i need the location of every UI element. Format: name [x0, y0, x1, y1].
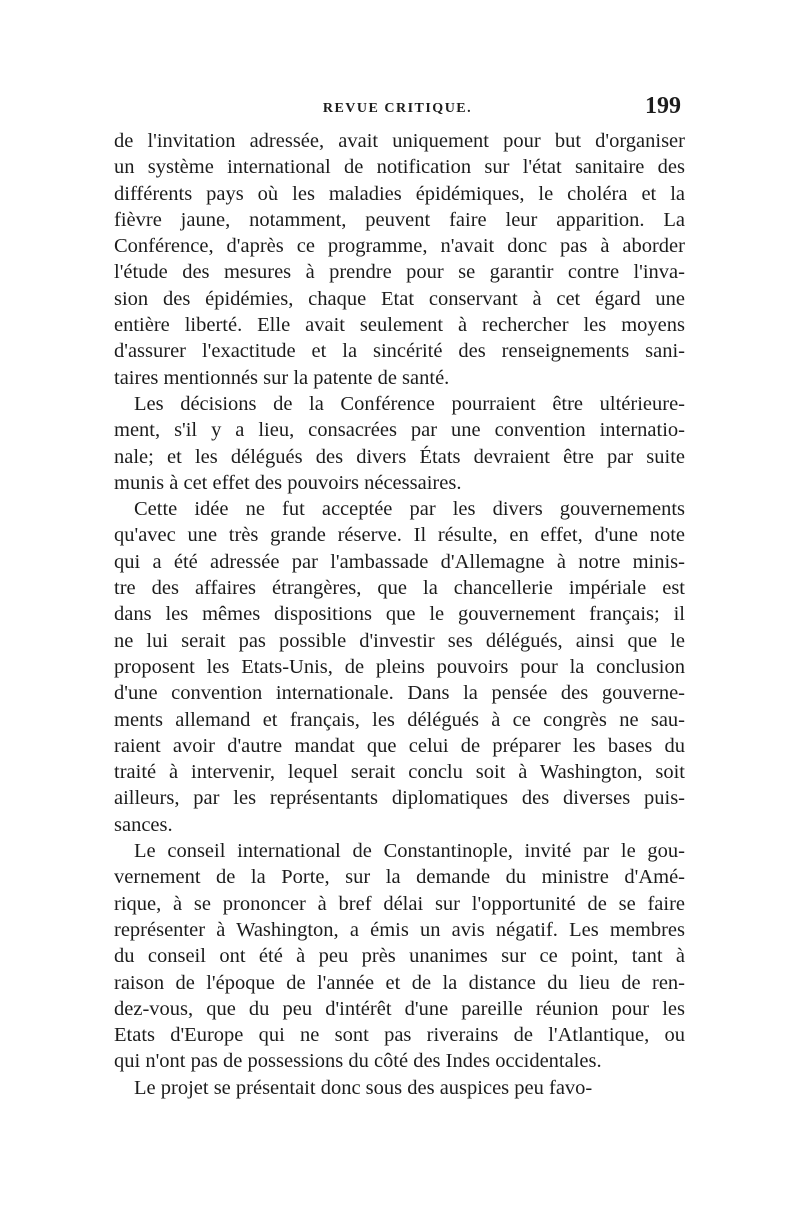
text-line: qui a été adressée par l'ambassade d'Allemagne à notre minis- [114, 550, 685, 573]
text-line: d'assurer l'exactitude et la sincérité des renseignements sani- [114, 340, 685, 363]
text-line: qui n'ont pas de possessions du côté des Indes occidentales. [114, 1050, 602, 1073]
text-line: dans les mêmes dispositions que le gouvernement français; il [114, 603, 685, 626]
text-line: tre des affaires étrangères, que la chancellerie impériale est [114, 577, 685, 600]
paragraph [114, 1075, 685, 1101]
text-line: sances. [114, 813, 173, 836]
text-line: ment, s'il y a lieu, consacrées par une convention internatio- [114, 419, 685, 442]
text-line: qu'avec une très grande réserve. Il résulte, en effet, d'une note [114, 524, 685, 547]
text-line: vernement de la Porte, sur la demande du ministre d'Amé- [114, 866, 685, 889]
paragraph [114, 391, 685, 496]
text-line: un système international de notification sur l'état sanitaire des [114, 156, 685, 179]
text-line: traité à intervenir, lequel serait conclu soit à Washington, soit [114, 761, 685, 784]
text-line: raient avoir d'autre mandat que celui de préparer les bases du [114, 734, 685, 757]
text-line: ne lui serait pas possible d'investir ses délégués, ainsi que le [114, 629, 685, 652]
text-line: rique, à se prononcer à bref délai sur l'opportunité de se faire [114, 892, 685, 915]
text-line: Le projet se présentait donc sous des auspices peu favo- [134, 1076, 593, 1099]
text-line: Cette idée ne fut acceptée par les divers gouvernements [134, 498, 685, 521]
text-line: différents pays où les maladies épidémiques, le choléra et la [114, 182, 685, 205]
text-line: dez-vous, que du peu d'intérêt d'une pareille réunion pour les [114, 997, 685, 1020]
text-line: Etats d'Europe qui ne sont pas riverains de l'Atlantique, ou [114, 1024, 685, 1047]
text-line: Le conseil international de Constantinople, invité par le gou- [134, 840, 685, 863]
text-line: proposent les Etats-Unis, de pleins pouvoirs pour la conclusion [114, 655, 685, 678]
text-line: nale; et les délégués des divers États devraient être par suite [114, 445, 685, 468]
text-line: sion des épidémies, chaque Etat conservant à cet égard une [114, 287, 685, 310]
text-line: l'étude des mesures à prendre pour se garantir contre l'inva- [114, 261, 685, 284]
text-line: ments allemand et français, les délégués à ce congrès ne sau- [114, 708, 685, 731]
paragraph [114, 128, 685, 391]
text-line: munis à cet effet des pouvoirs nécessaires. [114, 471, 462, 494]
text-line: raison de l'époque de l'année et de la distance du lieu de ren- [114, 971, 685, 994]
text-line: de l'invitation adressée, avait uniquement pour but d'organiser [114, 130, 685, 152]
running-head [110, 93, 685, 123]
text-line: ailleurs, par les représentants diplomatiques des diverses puis- [114, 787, 685, 810]
text-line: entière liberté. Elle avait seulement à rechercher les moyens [114, 314, 685, 337]
text-line: du conseil ont été à peu près unanimes sur ce point, tant à [114, 945, 685, 968]
text-line: représenter à Washington, a émis un avis négatif. Les membres [114, 918, 685, 941]
text-line: Les décisions de la Conférence pourraient être ultérieure- [134, 392, 685, 415]
text-line: fièvre jaune, notamment, peuvent faire leur apparition. La [114, 208, 685, 231]
paragraph [114, 496, 685, 838]
body-text [114, 128, 685, 1101]
running-title: REVUE CRITIQUE. [322, 101, 473, 116]
page-number: 199 [645, 93, 681, 119]
text-line: taires mentionnés sur la patente de santé. [114, 366, 450, 389]
text-line: d'une convention internationale. Dans la pensée des gouverne- [114, 682, 685, 705]
text-line: Conférence, d'après ce programme, n'avait donc pas à aborder [114, 235, 685, 258]
paragraph [114, 838, 685, 1075]
